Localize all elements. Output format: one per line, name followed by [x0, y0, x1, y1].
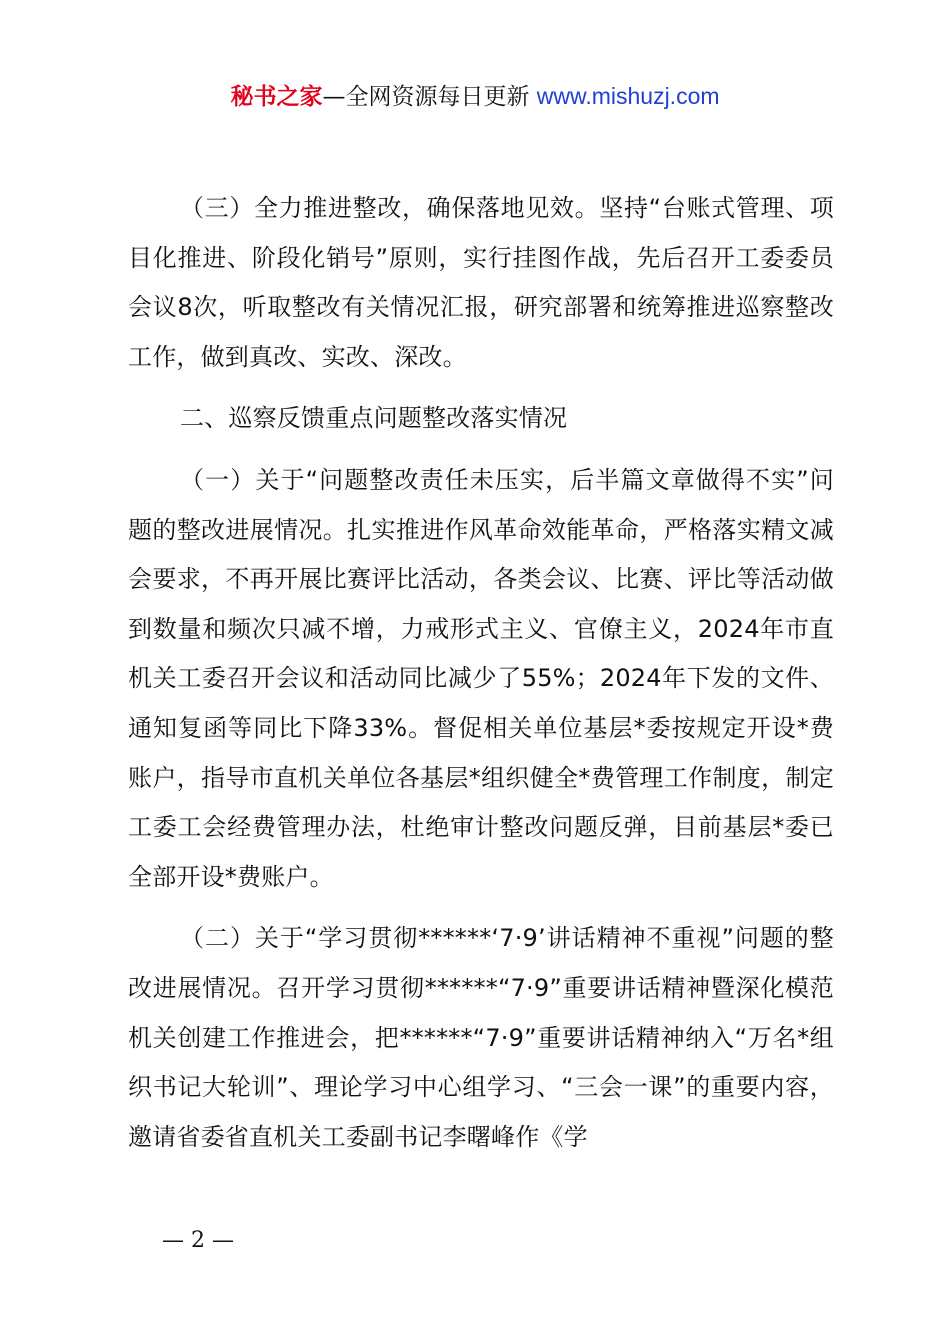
site-brand: 秘书之家	[230, 84, 323, 110]
site-tagline: —全网资源每日更新	[322, 84, 537, 110]
paragraph-rectification-3: （三）全力推进整改，确保落地见效。坚持“台账式管理、项目化推进、阶段化销号”原则，实行挂图作战，先后召开工委委员会议8次，听取整改有关情况汇报，研究部署和统筹推进巡察整改工作，做到真改、实改、深改。	[128, 194, 834, 371]
paragraph-issue-2: （二）关于“学习贯彻******‘7·9’讲话精神不重视”问题的整改进展情况。召开学习贯彻******“7·9”重要讲话精神暨深化模范机关创建工作推进会，把******“7·9”重要讲话精神纳入“万名*组织书记大轮训”、理论学习中心组学习、“三会一课”的重要内容，邀请省委省直机关工委副书记李曙峰作《学	[128, 924, 834, 1151]
site-header	[0, 80, 950, 113]
document-body	[128, 184, 834, 1162]
site-url-link[interactable]: www.mishuzj.com	[536, 83, 720, 109]
section-heading-2: 二、巡察反馈重点问题整改落实情况	[180, 404, 568, 433]
paragraph-issue-1: （一）关于“问题整改责任未压实，后半篇文章做得不实”问题的整改进展情况。扎实推进作风革命效能革命，严格落实精文减会要求，不再开展比赛评比活动，各类会议、比赛、评比等活动做到数量和频次只减不增，力戒形式主义、官僚主义，2024年市直机关工委召开会议和活动同比减少了55%；2024年下发的文件、通知复函等同比下降33%。督促相关单位基层*委按规定开设*费账户，指导市直机关单位各基层*组织健全*费管理工作制度，制定工委工会经费管理办法，杜绝审计整改问题反弹，目前基层*委已全部开设*费账户。	[128, 465, 834, 891]
page-number: — 2 —	[162, 1228, 234, 1253]
